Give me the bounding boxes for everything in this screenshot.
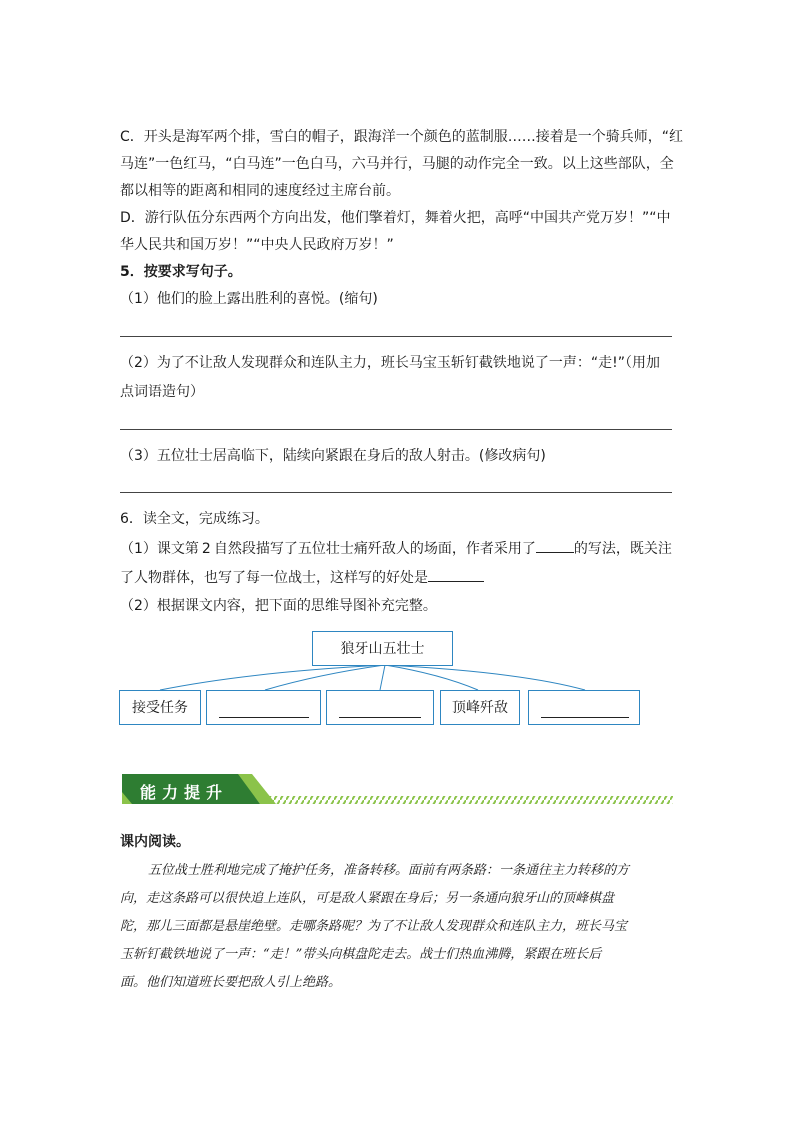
option-c-line-2: 马连”一色红马，“白马连”一色白马，六马并行，马腿的动作完全一致。以上这些部队，全	[120, 156, 674, 172]
connector-1	[160, 665, 385, 690]
banner-hatch-bar	[268, 796, 673, 804]
mindmap-node-2[interactable]	[206, 690, 321, 725]
q5-sentence-1: （1）他们的脸上露出胜利的喜悦。(缩句)	[120, 291, 378, 307]
mindmap-node-4: 顶峰歼敌	[440, 690, 520, 725]
mindmap-node-3[interactable]	[326, 690, 434, 725]
reading-line-2: 向，走这条路可以很快追上连队，可是敌人紧跟在身后；另一条通向狼牙山的顶峰棋盘	[120, 891, 615, 906]
q5-sentence-2-line-1: （2）为了不让敌人发现群众和连队主力，班长马宝玉斩钉截铁地说了一声：“走!”（用加	[120, 355, 661, 371]
mindmap-node-2-blank[interactable]	[219, 717, 309, 718]
q5-sentence-2-line-2: 点词语造句）	[120, 384, 204, 400]
q6-s1-middle: 自然段描写了五位壮士痛歼敌人的场面，作者采用了	[213, 541, 536, 557]
reading-heading: 课内阅读。	[120, 834, 190, 850]
connector-3	[380, 665, 385, 690]
reading-line-3: 陀，那儿三面都是悬崖绝壁。走哪条路呢？为了不让敌人发现群众和连队主力，班长马宝	[120, 919, 628, 934]
option-c-line-3: 都以相等的距离和相同的速度经过主席台前。	[120, 183, 400, 199]
option-d-line-2: 华人民共和国万岁！”“中央人民政府万岁！”	[120, 237, 394, 253]
mindmap-node-1: 接受任务	[119, 690, 201, 725]
mindmap-node-5-blank[interactable]	[541, 717, 629, 718]
q6-title: 6．读全文，完成练习。	[120, 511, 269, 527]
reading-line-1: 五位战士胜利地完成了掩护任务，准备转移。面前有两条路：一条通往主力转移的方	[148, 863, 630, 878]
q6-s1-suffix: 的写法，既关注	[573, 541, 672, 557]
q5-sentence-3: （3）五位壮士居高临下，陆续向紧跟在身后的敌人射击。(修改病句)	[120, 448, 546, 464]
option-c-line-1: C．开头是海军两个排，雪白的帽子，跟海洋一个颜色的蓝制服……接着是一个骑兵师，“红	[120, 129, 684, 145]
q6-s1-line2-text: 了人物群体，也写了每一位战士，这样写的好处是	[120, 570, 428, 586]
q6-s1-paragraph-number: 2	[201, 541, 211, 557]
q5-title: 5．按要求写句子。	[120, 264, 242, 280]
connector-4	[385, 665, 478, 690]
connector-5	[385, 665, 585, 690]
reading-line-4: 玉斩钉截铁地说了一声：“走！”带头向棋盘陀走去。战士们热血沸腾，紧跟在班长后	[120, 947, 602, 962]
section-title: 能力提升	[140, 783, 229, 802]
q6-sentence-2: （2）根据课文内容，把下面的思维导图补充完整。	[120, 598, 437, 614]
mindmap-root: 狼牙山五壮士	[312, 631, 453, 666]
q6-s1-prefix: （1）课文第	[120, 541, 199, 557]
mindmap-node-5[interactable]	[528, 690, 640, 725]
option-d-line-1: D．游行队伍分东西两个方向出发，他们擎着灯，舞着火把，高呼“中国共产党万岁！”“中	[120, 210, 671, 226]
reading-line-5: 面。他们知道班长要把敌人引上绝路。	[120, 975, 342, 990]
mindmap-node-3-blank[interactable]	[339, 717, 421, 718]
